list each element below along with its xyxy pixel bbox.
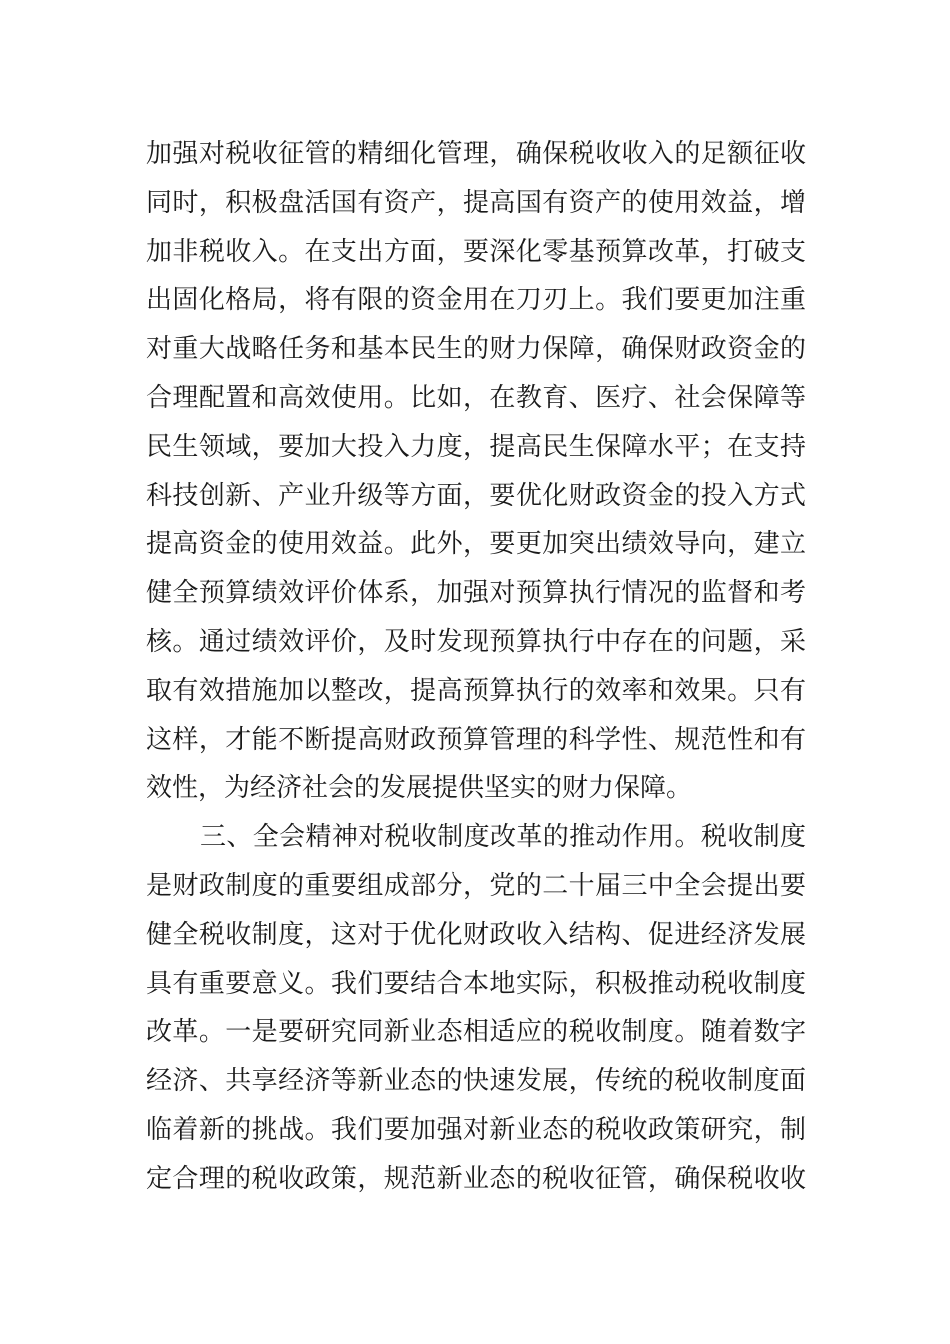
text-line: 健全预算绩效评价体系，加强对预算执行情况的监督和考 bbox=[146, 578, 806, 609]
text-line: 核。通过绩效评价，及时发现预算执行中存在的问题，采 bbox=[146, 626, 806, 657]
text-line: 同时，积极盘活国有资产，提高国有资产的使用效益，增 bbox=[146, 187, 806, 218]
body-text bbox=[146, 130, 806, 1204]
text-line: 这样，才能不断提高财政预算管理的科学性、规范性和有 bbox=[146, 724, 806, 755]
text-line: 取有效措施加以整改，提高预算执行的效率和效果。只有 bbox=[146, 675, 806, 706]
text-line: 加强对税收征管的精细化管理，确保税收收入的足额征收 bbox=[146, 139, 806, 169]
text-line: 定合理的税收政策，规范新业态的税收征管，确保税收收 bbox=[146, 1163, 806, 1194]
text-line: 民生领域，要加大投入力度，提高民生保障水平；在支持 bbox=[146, 431, 806, 462]
text-line: 合理配置和高效使用。比如，在教育、医疗、社会保障等 bbox=[146, 382, 806, 413]
text-line: 科技创新、产业升级等方面，要优化财政资金的投入方式 bbox=[146, 480, 806, 511]
section-heading-line: 三、全会精神对税收制度改革的推动作用。税收制度 bbox=[200, 822, 806, 853]
text-line: 具有重要意义。我们要结合本地实际，积极推动税收制度 bbox=[146, 968, 806, 999]
text-line: 改革。一是要研究同新业态相适应的税收制度。随着数字 bbox=[146, 1017, 806, 1048]
text-line: 健全税收制度，这对于优化财政收入结构、促进经济发展 bbox=[146, 919, 806, 950]
text-line: 对重大战略任务和基本民生的财力保障，确保财政资金的 bbox=[146, 334, 806, 365]
text-line: 出固化格局，将有限的资金用在刀刃上。我们要更加注重 bbox=[146, 285, 806, 316]
text-line: 经济、共享经济等新业态的快速发展，传统的税收制度面 bbox=[146, 1066, 806, 1097]
paragraph-end-line: 效性，为经济社会的发展提供坚实的财力保障。 bbox=[146, 773, 693, 804]
text-line: 临着新的挑战。我们要加强对新业态的税收政策研究，制 bbox=[146, 1114, 806, 1145]
text-line: 是财政制度的重要组成部分，党的二十届三中全会提出要 bbox=[146, 870, 806, 901]
text-line: 提高资金的使用效益。此外，要更加突出绩效导向，建立 bbox=[146, 529, 806, 560]
text-line: 加非税收入。在支出方面，要深化零基预算改革，打破支 bbox=[146, 236, 806, 267]
